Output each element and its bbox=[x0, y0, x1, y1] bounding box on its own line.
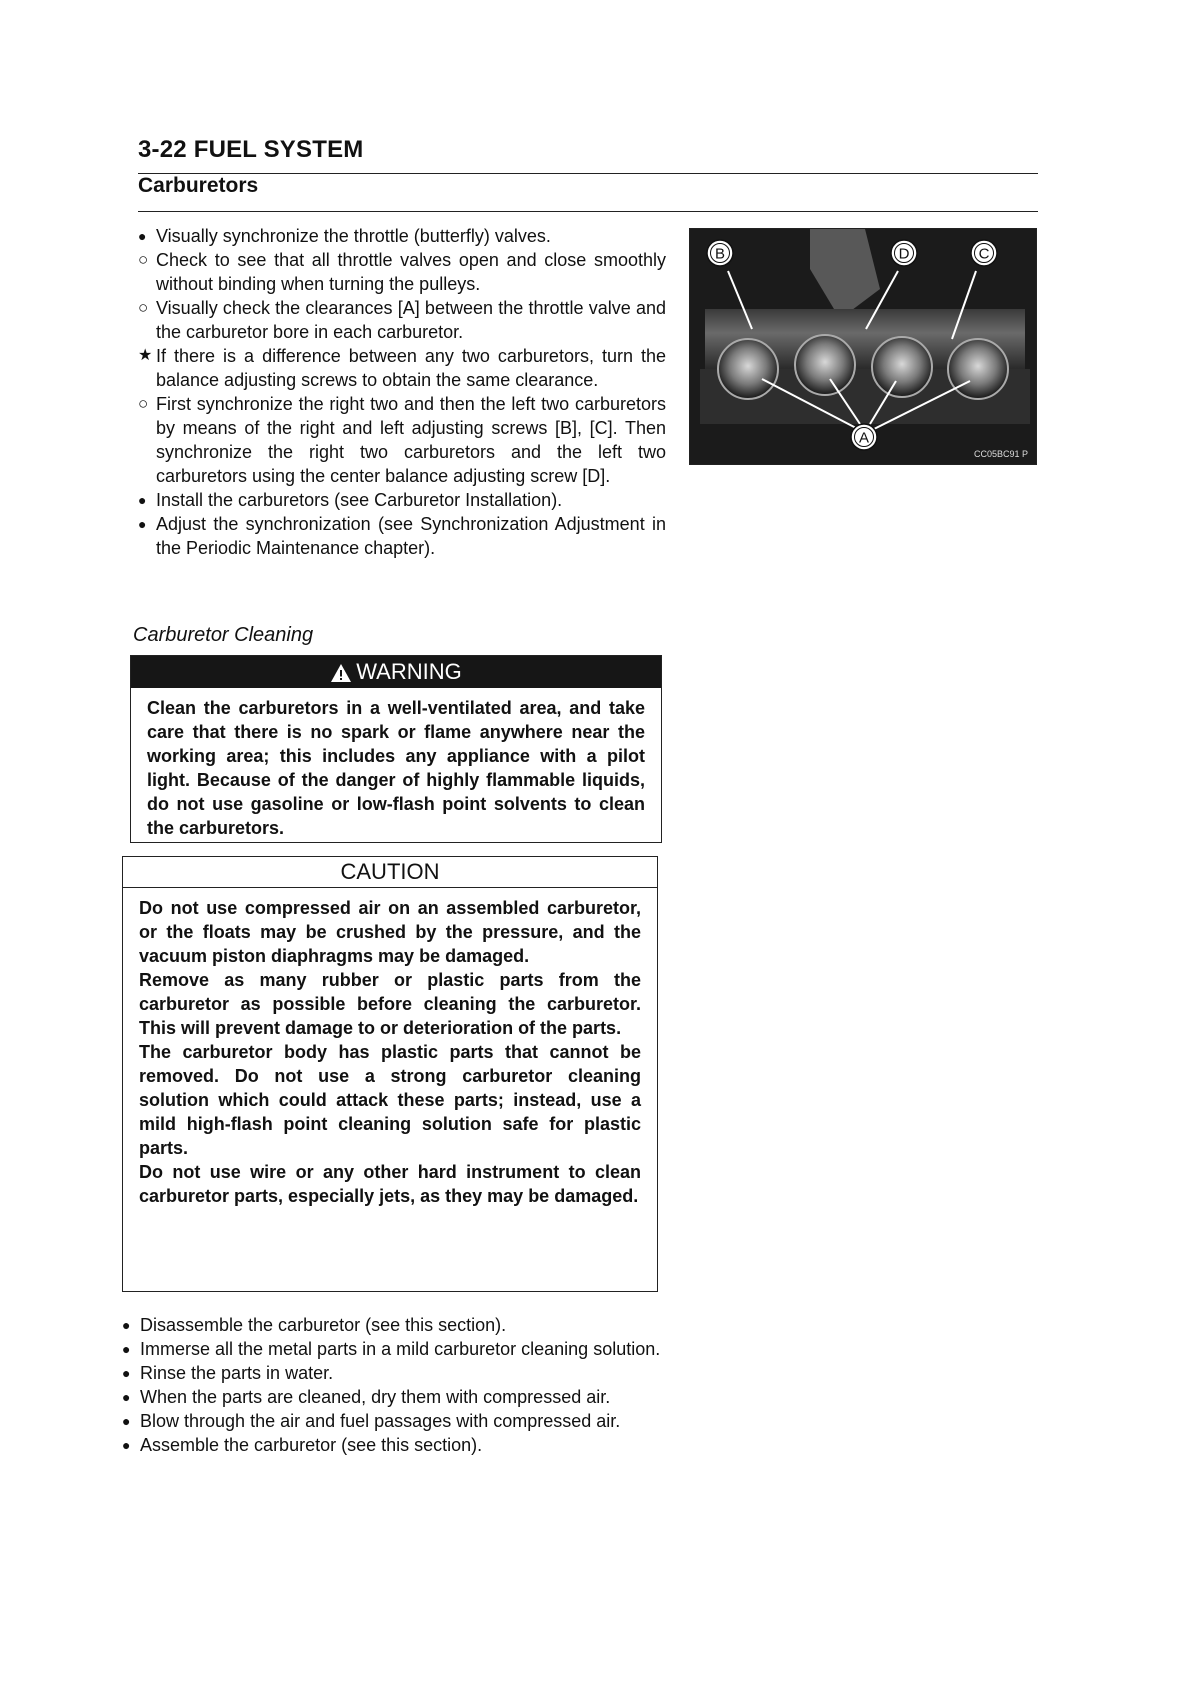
step-text: Adjust the synchronization (see Synchronization Adjustment in the Periodic Maintenance chapter). bbox=[156, 514, 666, 558]
list-item bbox=[122, 1361, 662, 1385]
list-item bbox=[138, 512, 666, 560]
sub-step-marker: ○ bbox=[138, 394, 149, 413]
warning-header bbox=[131, 656, 661, 688]
bullet-marker: ● bbox=[122, 1365, 131, 1381]
step-text: Blow through the air and fuel passages with compressed air. bbox=[140, 1411, 621, 1431]
carburetor-bore bbox=[718, 339, 778, 399]
section-rule bbox=[138, 211, 1038, 212]
step-text: Visually synchronize the throttle (butterfly) valves. bbox=[156, 226, 551, 246]
section-title: Carburetors bbox=[138, 174, 259, 197]
callout-c-label: C bbox=[978, 245, 990, 263]
list-item bbox=[138, 344, 666, 392]
callout-b bbox=[707, 240, 733, 266]
carburetor-photo bbox=[689, 228, 1037, 465]
list-item bbox=[138, 392, 666, 488]
warning-title: WARNING bbox=[356, 659, 462, 684]
carburetor-bore bbox=[872, 337, 932, 397]
subsection-title: Carburetor Cleaning bbox=[133, 624, 314, 646]
step-text: Install the carburetors (see Carburetor Installation). bbox=[156, 490, 563, 510]
bullet-marker: ● bbox=[138, 516, 147, 532]
callout-a-label: A bbox=[858, 429, 870, 447]
step-text: Check to see that all throttle valves open and close smoothly without binding when turning the pulleys. bbox=[156, 250, 666, 294]
callout-c bbox=[971, 240, 997, 266]
steps-top bbox=[138, 224, 666, 560]
step-text: First synchronize the right two and then the left two carburetors by means of the right and left adjusting screws [B], [C]. Then synchronize the right two carburetors and the left two carburetors using the center balance adjusting screw [D]. bbox=[156, 394, 666, 486]
list-item bbox=[122, 1313, 662, 1337]
steps-bottom bbox=[122, 1313, 662, 1457]
warning-box bbox=[130, 655, 662, 843]
list-item bbox=[122, 1433, 662, 1457]
list-item bbox=[138, 248, 666, 296]
list-item bbox=[138, 224, 666, 248]
bullet-marker: ● bbox=[122, 1341, 131, 1357]
sub-step-marker: ○ bbox=[138, 250, 149, 269]
caution-paragraph: Do not use wire or any other hard instrument to clean carburetor parts, especially jets, as they may be damaged. bbox=[139, 1162, 641, 1206]
step-text: If there is a difference between any two carburetors, turn the balance adjusting screws to obtain the same clearance. bbox=[156, 346, 666, 390]
carburetor-bore bbox=[948, 339, 1008, 399]
callout-a bbox=[851, 424, 877, 450]
bullet-marker: ● bbox=[122, 1437, 131, 1453]
callout-d bbox=[891, 240, 917, 266]
warning-triangle-icon bbox=[330, 663, 352, 683]
list-item bbox=[122, 1385, 662, 1409]
carburetor-photo-drawing bbox=[690, 229, 1036, 464]
condition-marker: ★ bbox=[138, 347, 153, 364]
warning-text: Clean the carburetors in a well-ventilated area, and take care that there is no spark or flame anywhere near the working area; this includes any appliance with a pilot light. Because of the danger of highly flammable liquids, do not use gasoline or low-flash point solvents to clean the carburetors. bbox=[147, 698, 645, 838]
bullet-marker: ● bbox=[122, 1389, 131, 1405]
bullet-marker: ● bbox=[122, 1413, 131, 1429]
bullet-marker: ● bbox=[138, 228, 147, 244]
caution-title: CAUTION bbox=[340, 859, 440, 884]
caution-paragraph: The carburetor body has plastic parts that cannot be removed. Do not use a strong carburetor cleaning solution which could attack these parts; instead, use a mild high-flash point cleaning solution safe for plastic parts. bbox=[139, 1042, 641, 1158]
caution-paragraph: Remove as many rubber or plastic parts from the carburetor as possible before cleaning the carburetor. This will prevent damage to or deterioration of the parts. bbox=[139, 970, 641, 1038]
sub-step-marker: ○ bbox=[138, 298, 149, 317]
step-text: Assemble the carburetor (see this section). bbox=[140, 1435, 483, 1455]
carburetor-bore bbox=[795, 335, 855, 395]
list-item bbox=[138, 488, 666, 512]
caution-body bbox=[123, 888, 657, 1208]
page-title: 3-22 FUEL SYSTEM bbox=[138, 136, 364, 163]
step-text: Visually check the clearances [A] between the throttle valve and the carburetor bore in each carburetor. bbox=[156, 298, 666, 342]
bullet-marker: ● bbox=[122, 1317, 131, 1333]
caution-paragraph: Do not use compressed air on an assembled carburetor, or the floats may be crushed by the pressure, and the vacuum piston diaphragms may be damaged. bbox=[139, 898, 641, 966]
warning-body bbox=[131, 688, 661, 840]
list-item bbox=[122, 1337, 662, 1361]
callout-b-label: B bbox=[714, 245, 726, 263]
step-text: Disassemble the carburetor (see this section). bbox=[140, 1315, 507, 1335]
caution-header bbox=[123, 857, 657, 888]
list-item bbox=[138, 296, 666, 344]
callout-d-label: D bbox=[898, 245, 910, 263]
step-text: Immerse all the metal parts in a mild carburetor cleaning solution. bbox=[140, 1339, 661, 1359]
step-text: When the parts are cleaned, dry them with compressed air. bbox=[140, 1387, 611, 1407]
list-item bbox=[122, 1409, 662, 1433]
caution-box bbox=[122, 856, 658, 1292]
figure-code: CC05BC91 P bbox=[973, 449, 1028, 459]
step-text: Rinse the parts in water. bbox=[140, 1363, 334, 1383]
bullet-marker: ● bbox=[138, 492, 147, 508]
header-rule bbox=[138, 173, 1038, 174]
